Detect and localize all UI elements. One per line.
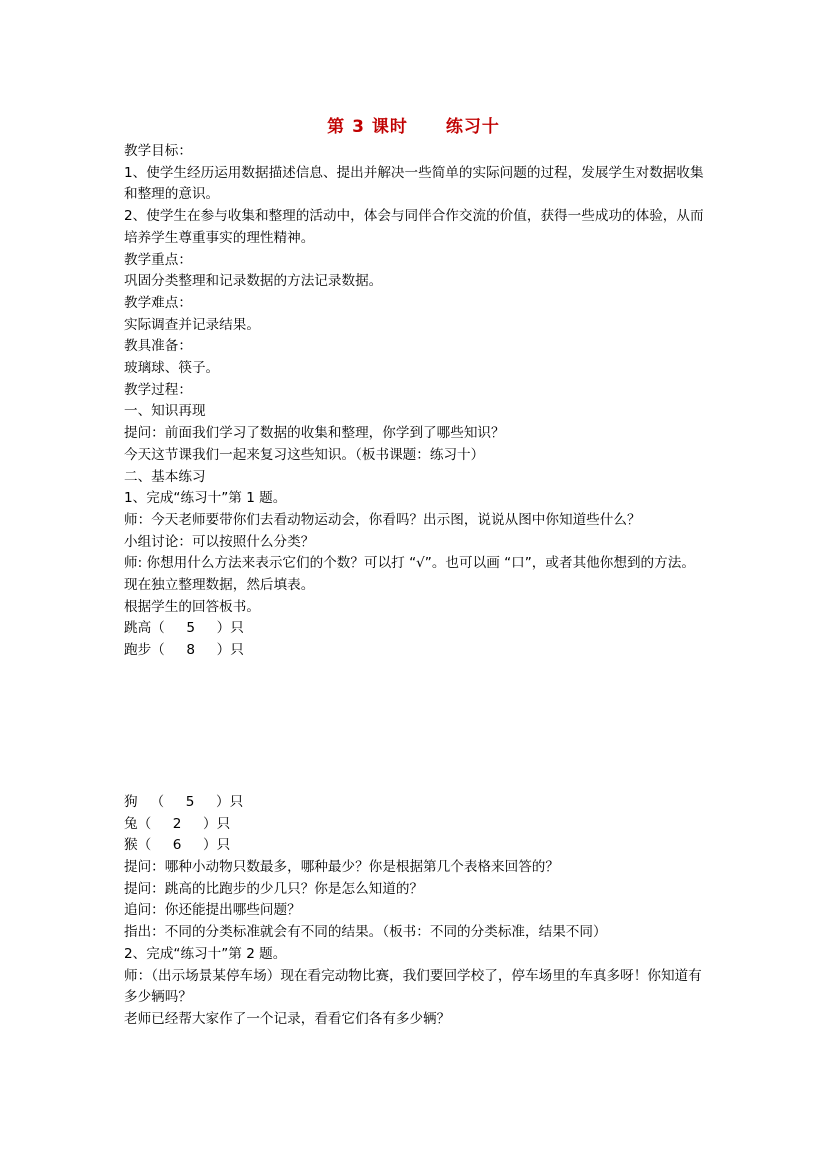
text-line: 教学目标： [124,143,192,159]
text-line: 实际调查并记录结果。 [124,316,260,333]
text-line: 指出：不同的分类标准就会有不同的结果。（板书：不同的分类标准，结果不同） [124,924,607,941]
text-line: 1、使学生经历运用数据描述信息、提出并解决一些简单的实际问题的过程，发展学生对数据收集和整理的意识。 [124,164,704,203]
tally-line-jump: 跳高（ 5 ）只 [124,620,244,637]
text-line: 1、完成“练习十”第 1 题。 [124,490,287,507]
text-line: 二、基本练习 [124,468,206,485]
text-line: 提问：哪种小动物只数最多，哪种最少？你是根据第几个表格来回答的？ [124,858,559,875]
tally-line-run: 跑步（ 8 ）只 [124,642,244,659]
text-line: 巩固分类整理和记录数据的方法记录数据。 [124,273,383,290]
text-line: 教学过程： [124,381,192,398]
text-line: 教学难点： [124,294,192,311]
text-line: 追问：你还能提出哪些问题？ [124,902,301,919]
text-line: 师：今天老师要带你们去看动物运动会，你看吗？出示图，说说从图中你知道些什么？ [124,511,641,528]
text-line: 教学重点： [124,251,192,268]
tally-line-monkey: 猴（ 6 ）只 [124,837,231,854]
lesson-number: 第 3 课时 [327,117,408,137]
blank-space [124,662,714,792]
text-line: 玻璃球、筷子。 [124,360,220,377]
text-line: 今天这节课我们一起来复习这些知识。（板书课题：练习十） [124,446,485,463]
tally-line-dog: 狗 （ 5 ）只 [124,793,244,810]
lesson-name: 练习十 [445,117,500,137]
tally-line-rabbit: 兔（ 2 ）只 [124,815,231,832]
text-line: 2、完成“练习十”第 2 题。 [124,945,287,962]
text-line: 教具准备： [124,338,192,355]
text-line: 现在独立整理数据，然后填表。 [124,577,315,594]
text-line: 老师已经帮大家作了一个记录，看看它们各有多少辆？ [124,1010,451,1027]
text-line: 根据学生的回答板书。 [124,598,260,615]
text-line: 师：（出示场景某停车场）现在看完动物比赛，我们要回学校了，停车场里的车真多呀！你知道有多少辆吗？ [124,967,702,1006]
text-line: 2、使学生在参与收集和整理的活动中，体会与同伴合作交流的价值，获得一些成功的体验，从而培养学生尊重事实的理性精神。 [124,208,704,246]
text-line: 提问：跳高的比跑步的少几只？你是怎么知道的？ [124,880,424,897]
text-line: 一、知识再现 [124,403,206,420]
document-body [124,141,714,1031]
text-line: 师: 你想用什么方法来表示它们的个数？可以打 “√”。也可以画 “口”，或者其他你想到的方法。 [124,555,695,572]
lesson-title [0,112,827,137]
text-line: 提问：前面我们学习了数据的收集和整理，你学到了哪些知识？ [124,425,505,442]
text-line: 小组讨论：可以按照什么分类？ [124,533,315,550]
